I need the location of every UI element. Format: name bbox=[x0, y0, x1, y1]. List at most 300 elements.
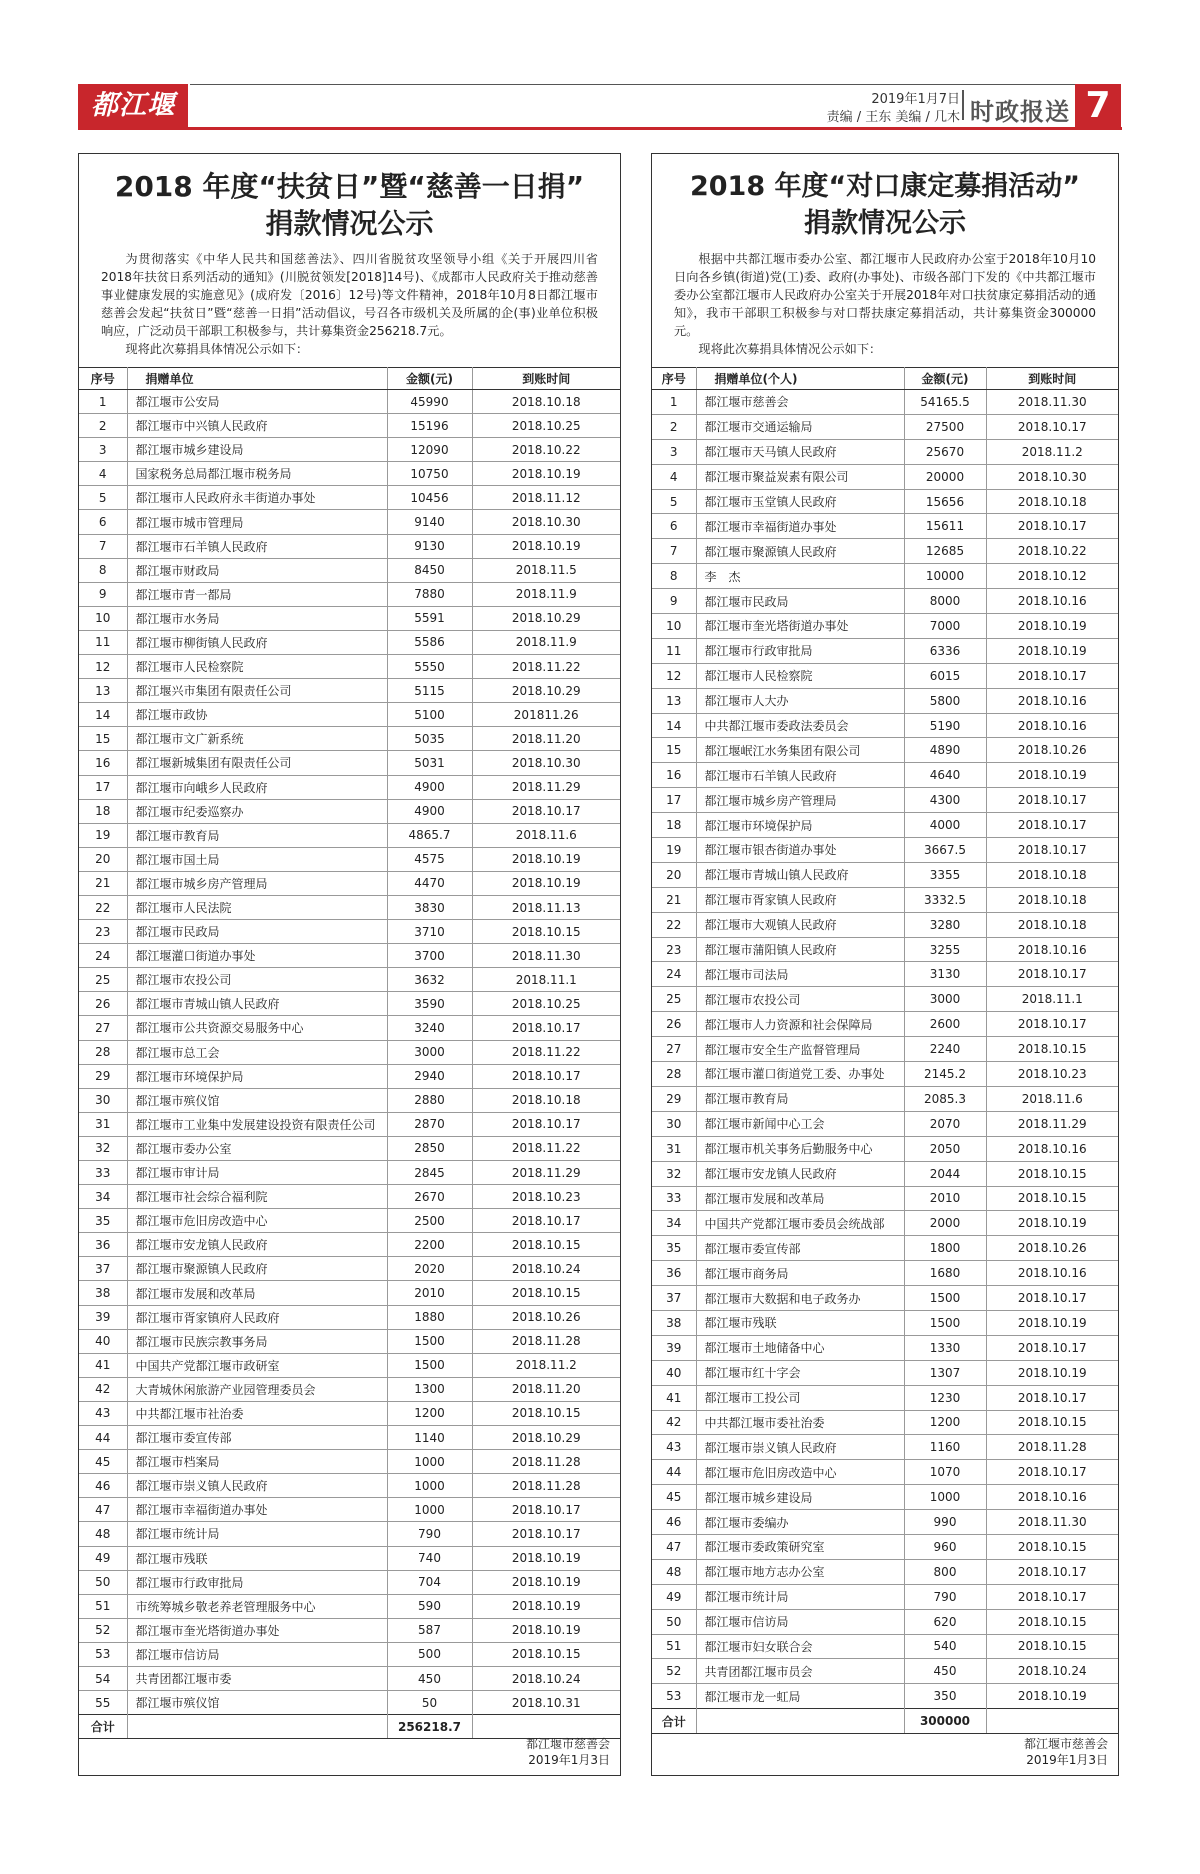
table-row bbox=[79, 847, 620, 871]
row-seq: 3 bbox=[79, 438, 127, 462]
header-date: 到账时间 bbox=[986, 368, 1118, 390]
table-row bbox=[652, 1261, 1118, 1286]
row-amount: 1000 bbox=[387, 1474, 472, 1498]
row-date: 2018.10.16 bbox=[986, 713, 1118, 738]
page-number: 7 bbox=[1075, 84, 1121, 128]
row-seq: 13 bbox=[652, 688, 696, 713]
row-amount: 5115 bbox=[387, 679, 472, 703]
row-date: 2018.10.22 bbox=[986, 539, 1118, 564]
table-row bbox=[652, 862, 1118, 887]
row-date: 2018.10.15 bbox=[472, 1642, 620, 1666]
row-seq: 9 bbox=[652, 589, 696, 614]
row-date: 2018.10.16 bbox=[986, 1485, 1118, 1510]
row-date: 2018.11.5 bbox=[472, 558, 620, 582]
row-amount: 8450 bbox=[387, 558, 472, 582]
table-row bbox=[652, 1460, 1118, 1485]
row-seq: 25 bbox=[652, 987, 696, 1012]
row-date: 2018.10.19 bbox=[986, 1310, 1118, 1335]
row-amount: 2020 bbox=[387, 1257, 472, 1281]
row-date: 2018.10.17 bbox=[986, 813, 1118, 838]
table-row bbox=[79, 751, 620, 775]
row-unit: 共青团都江堰市委 bbox=[127, 1666, 387, 1690]
table-row bbox=[652, 1286, 1118, 1311]
newspaper-logo: 都江堰报 bbox=[78, 84, 188, 128]
table-row bbox=[652, 1360, 1118, 1385]
row-unit: 都江堰市财政局 bbox=[127, 558, 387, 582]
row-date: 2018.10.26 bbox=[986, 738, 1118, 763]
row-date: 2018.10.19 bbox=[472, 847, 620, 871]
table-row bbox=[652, 1186, 1118, 1211]
row-date: 2018.10.19 bbox=[986, 614, 1118, 639]
row-unit: 都江堰市天马镇人民政府 bbox=[696, 439, 904, 464]
row-date: 2018.11.2 bbox=[472, 1353, 620, 1377]
left-table-body bbox=[79, 390, 620, 1715]
left-sign-date: 2019年1月3日 bbox=[528, 1753, 610, 1767]
total-amount: 300000 bbox=[904, 1709, 986, 1734]
row-amount: 2000 bbox=[904, 1211, 986, 1236]
row-unit: 都江堰市民族宗教事务局 bbox=[127, 1329, 387, 1353]
row-amount: 1300 bbox=[387, 1377, 472, 1401]
row-unit: 大青城休闲旅游产业园管理委员会 bbox=[127, 1377, 387, 1401]
total-label: 合计 bbox=[79, 1715, 127, 1739]
row-date: 2018.10.23 bbox=[986, 1062, 1118, 1087]
row-date: 2018.10.17 bbox=[472, 799, 620, 823]
row-date: 2018.11.1 bbox=[472, 968, 620, 992]
table-row bbox=[652, 1659, 1118, 1684]
table-row bbox=[652, 1062, 1118, 1087]
row-date: 2018.11.30 bbox=[986, 1510, 1118, 1535]
row-unit: 都江堰市聚源镇人民政府 bbox=[696, 539, 904, 564]
table-row bbox=[652, 614, 1118, 639]
table-row bbox=[79, 1281, 620, 1305]
row-amount: 8000 bbox=[904, 589, 986, 614]
row-unit: 都江堰市政协 bbox=[127, 703, 387, 727]
row-unit: 都江堰市农投公司 bbox=[127, 968, 387, 992]
row-date: 2018.11.20 bbox=[472, 1377, 620, 1401]
row-seq: 17 bbox=[79, 775, 127, 799]
row-seq: 49 bbox=[652, 1584, 696, 1609]
row-seq: 42 bbox=[652, 1410, 696, 1435]
row-unit: 都江堰市安龙镇人民政府 bbox=[127, 1233, 387, 1257]
table-row bbox=[652, 514, 1118, 539]
left-notice-panel bbox=[78, 153, 621, 1776]
right-title-line1: 2018 年度“对口康定募捐活动” bbox=[689, 171, 1081, 202]
row-amount: 1000 bbox=[904, 1485, 986, 1510]
left-signature bbox=[526, 1736, 610, 1768]
row-unit: 都江堰市玉堂镇人民政府 bbox=[696, 489, 904, 514]
row-amount: 3240 bbox=[387, 1016, 472, 1040]
table-row bbox=[79, 438, 620, 462]
table-row bbox=[652, 564, 1118, 589]
header-top-rule bbox=[190, 84, 1075, 85]
table-row bbox=[79, 1016, 620, 1040]
row-unit: 都江堰市胥家镇府人民政府 bbox=[127, 1305, 387, 1329]
row-unit: 都江堰市教育局 bbox=[127, 823, 387, 847]
table-row bbox=[79, 1594, 620, 1618]
row-amount: 7000 bbox=[904, 614, 986, 639]
row-unit: 都江堰市司法局 bbox=[696, 962, 904, 987]
row-seq: 36 bbox=[79, 1233, 127, 1257]
row-amount: 2850 bbox=[387, 1136, 472, 1160]
table-row bbox=[652, 638, 1118, 663]
row-amount: 1070 bbox=[904, 1460, 986, 1485]
row-unit: 都江堰市龙一虹局 bbox=[696, 1684, 904, 1709]
row-date: 2018.10.17 bbox=[986, 1012, 1118, 1037]
table-row bbox=[79, 414, 620, 438]
row-seq: 37 bbox=[652, 1286, 696, 1311]
row-unit: 都江堰市委编办 bbox=[696, 1510, 904, 1535]
row-unit: 都江堰市妇女联合会 bbox=[696, 1634, 904, 1659]
editors-credit: 责编 / 王东 美编 / 几木 bbox=[826, 110, 960, 125]
row-date: 2018.10.19 bbox=[986, 1211, 1118, 1236]
row-amount: 3590 bbox=[387, 992, 472, 1016]
row-date: 2018.10.15 bbox=[986, 1410, 1118, 1435]
row-date: 2018.10.19 bbox=[986, 1360, 1118, 1385]
left-signer: 都江堰市慈善会 bbox=[525, 1737, 610, 1751]
row-date: 2018.10.19 bbox=[986, 763, 1118, 788]
row-unit: 都江堰市交通运输局 bbox=[696, 414, 904, 439]
row-amount: 54165.5 bbox=[904, 390, 986, 415]
row-date: 2018.10.29 bbox=[472, 1426, 620, 1450]
row-date: 2018.10.16 bbox=[986, 688, 1118, 713]
header-unit: 捐赠单位 bbox=[127, 368, 387, 390]
row-unit: 都江堰市城市管理局 bbox=[127, 510, 387, 534]
row-unit: 都江堰市信访局 bbox=[127, 1642, 387, 1666]
row-seq: 4 bbox=[652, 464, 696, 489]
row-unit: 都江堰市公共资源交易服务中心 bbox=[127, 1016, 387, 1040]
row-amount: 1800 bbox=[904, 1236, 986, 1261]
row-date: 2018.10.17 bbox=[472, 1064, 620, 1088]
table-row bbox=[79, 390, 620, 414]
row-amount: 6015 bbox=[904, 663, 986, 688]
row-seq: 52 bbox=[79, 1618, 127, 1642]
row-amount: 27500 bbox=[904, 414, 986, 439]
row-seq: 16 bbox=[79, 751, 127, 775]
row-date: 2018.10.18 bbox=[986, 489, 1118, 514]
row-seq: 14 bbox=[652, 713, 696, 738]
row-amount: 3700 bbox=[387, 944, 472, 968]
total-date-blank bbox=[986, 1709, 1118, 1734]
table-row bbox=[79, 1666, 620, 1690]
row-date: 2018.10.17 bbox=[986, 1335, 1118, 1360]
table-row bbox=[79, 534, 620, 558]
row-unit: 都江堰市幸福街道办事处 bbox=[696, 514, 904, 539]
row-seq: 12 bbox=[652, 663, 696, 688]
table-row bbox=[79, 1546, 620, 1570]
row-date: 2018.10.24 bbox=[986, 1659, 1118, 1684]
row-unit: 都江堰市石羊镇人民政府 bbox=[696, 763, 904, 788]
table-row bbox=[652, 1510, 1118, 1535]
row-date: 2018.10.17 bbox=[472, 1209, 620, 1233]
row-seq: 27 bbox=[79, 1016, 127, 1040]
row-amount: 15196 bbox=[387, 414, 472, 438]
table-row bbox=[79, 920, 620, 944]
row-date: 2018.10.26 bbox=[986, 1236, 1118, 1261]
row-date: 2018.10.16 bbox=[986, 1136, 1118, 1161]
row-seq: 51 bbox=[79, 1594, 127, 1618]
table-row bbox=[652, 838, 1118, 863]
table-row bbox=[79, 871, 620, 895]
row-date: 2018.11.9 bbox=[472, 582, 620, 606]
row-seq: 52 bbox=[652, 1659, 696, 1684]
row-date: 2018.11.29 bbox=[472, 1161, 620, 1185]
table-row bbox=[652, 738, 1118, 763]
row-unit: 都江堰市聚源镇人民政府 bbox=[127, 1257, 387, 1281]
total-label: 合计 bbox=[652, 1709, 696, 1734]
row-unit: 中共都江堰市委社治委 bbox=[696, 1410, 904, 1435]
right-title bbox=[652, 168, 1118, 242]
row-unit: 都江堰市青城山镇人民政府 bbox=[127, 992, 387, 1016]
row-unit: 都江堰市人民检察院 bbox=[127, 655, 387, 679]
header-amount: 金额(元) bbox=[387, 368, 472, 390]
row-amount: 1200 bbox=[904, 1410, 986, 1435]
row-date: 2018.10.29 bbox=[472, 606, 620, 630]
table-row bbox=[652, 464, 1118, 489]
row-date: 2018.10.23 bbox=[472, 1185, 620, 1209]
row-seq: 45 bbox=[79, 1450, 127, 1474]
row-unit: 都江堰市银杏街道办事处 bbox=[696, 838, 904, 863]
row-date: 2018.11.28 bbox=[472, 1450, 620, 1474]
row-unit: 都江堰市幸福街道办事处 bbox=[127, 1498, 387, 1522]
left-intro-lead: 现将此次募捐具体情况公示如下： bbox=[125, 342, 309, 356]
table-row bbox=[652, 987, 1118, 1012]
header-seq: 序号 bbox=[652, 368, 696, 390]
row-seq: 39 bbox=[652, 1335, 696, 1360]
row-date: 2018.10.19 bbox=[472, 1618, 620, 1642]
table-row bbox=[79, 1257, 620, 1281]
row-amount: 4470 bbox=[387, 871, 472, 895]
row-seq: 46 bbox=[652, 1510, 696, 1535]
row-seq: 14 bbox=[79, 703, 127, 727]
row-date: 2018.10.22 bbox=[472, 438, 620, 462]
row-seq: 1 bbox=[652, 390, 696, 415]
table-row bbox=[79, 823, 620, 847]
table-row bbox=[79, 1064, 620, 1088]
row-unit: 都江堰市统计局 bbox=[696, 1584, 904, 1609]
row-amount: 3632 bbox=[387, 968, 472, 992]
row-date: 2018.10.17 bbox=[472, 1498, 620, 1522]
table-row bbox=[652, 1335, 1118, 1360]
row-seq: 53 bbox=[652, 1684, 696, 1709]
row-date: 2018.10.15 bbox=[986, 1534, 1118, 1559]
row-seq: 15 bbox=[652, 738, 696, 763]
header-date: 到账时间 bbox=[472, 368, 620, 390]
row-date: 2018.11.6 bbox=[472, 823, 620, 847]
row-amount: 1000 bbox=[387, 1498, 472, 1522]
left-title-line2: 捐款情况公示 bbox=[265, 207, 434, 240]
row-seq: 23 bbox=[652, 937, 696, 962]
row-unit: 国家税务总局都江堰市税务局 bbox=[127, 462, 387, 486]
row-date: 2018.10.18 bbox=[986, 912, 1118, 937]
table-row bbox=[79, 1450, 620, 1474]
row-unit: 都江堰市民政局 bbox=[127, 920, 387, 944]
row-date: 2018.10.19 bbox=[472, 462, 620, 486]
row-amount: 5586 bbox=[387, 630, 472, 654]
row-unit: 都江堰市民政局 bbox=[696, 589, 904, 614]
row-amount: 5100 bbox=[387, 703, 472, 727]
right-signature bbox=[1024, 1736, 1108, 1768]
row-seq: 32 bbox=[79, 1136, 127, 1160]
row-unit: 都江堰市城乡建设局 bbox=[696, 1485, 904, 1510]
row-seq: 33 bbox=[79, 1161, 127, 1185]
table-row bbox=[652, 1435, 1118, 1460]
row-seq: 5 bbox=[652, 489, 696, 514]
row-seq: 38 bbox=[79, 1281, 127, 1305]
row-amount: 4900 bbox=[387, 799, 472, 823]
row-date: 2018.10.15 bbox=[472, 920, 620, 944]
row-amount: 25670 bbox=[904, 439, 986, 464]
row-amount: 1880 bbox=[387, 1305, 472, 1329]
row-seq: 40 bbox=[652, 1360, 696, 1385]
row-date: 2018.10.19 bbox=[472, 1546, 620, 1570]
table-row bbox=[79, 1377, 620, 1401]
row-unit: 都江堰岷江水务集团有限公司 bbox=[696, 738, 904, 763]
row-seq: 42 bbox=[79, 1377, 127, 1401]
row-amount: 704 bbox=[387, 1570, 472, 1594]
table-row bbox=[79, 1136, 620, 1160]
row-seq: 47 bbox=[79, 1498, 127, 1522]
row-date: 2018.11.22 bbox=[472, 1136, 620, 1160]
row-date: 2018.10.16 bbox=[986, 589, 1118, 614]
row-amount: 2010 bbox=[904, 1186, 986, 1211]
table-row bbox=[652, 1310, 1118, 1335]
row-unit: 都江堰市教育局 bbox=[696, 1086, 904, 1111]
row-amount: 540 bbox=[904, 1634, 986, 1659]
row-date: 2018.10.15 bbox=[986, 1037, 1118, 1062]
row-unit: 都江堰市残联 bbox=[127, 1546, 387, 1570]
table-row bbox=[652, 1385, 1118, 1410]
left-title-line1: 2018 年度“扶贫日”暨“慈善一日捐” bbox=[114, 170, 585, 203]
table-row bbox=[652, 1012, 1118, 1037]
row-unit: 都江堰市蒲阳镇人民政府 bbox=[696, 937, 904, 962]
left-intro: 为贯彻落实《中华人民共和国慈善法》、四川省脱贫攻坚领导小组《关于开展四川省2018年扶贫日系列活动的通知》(川脱贫领发[2018]14号)、《成都市人民政府关于推动慈善事业健康发展的实施意见》(成府发〔2016〕12号)等文件精神，2018年10月8日都江堰市慈善会发起“扶贫日”暨“慈善一日捐”活动倡议，号召各市级机关及所属的企(事)业单位积极响应，广泛动员干部职工积极参与，共计募集资金256218.7元。 bbox=[101, 252, 598, 338]
row-amount: 15656 bbox=[904, 489, 986, 514]
row-seq: 15 bbox=[79, 727, 127, 751]
row-amount: 4000 bbox=[904, 813, 986, 838]
row-unit: 都江堰市聚益炭素有限公司 bbox=[696, 464, 904, 489]
row-seq: 16 bbox=[652, 763, 696, 788]
table-row bbox=[79, 1040, 620, 1064]
row-unit: 都江堰市环境保护局 bbox=[127, 1064, 387, 1088]
row-amount: 450 bbox=[904, 1659, 986, 1684]
row-date: 2018.10.19 bbox=[472, 871, 620, 895]
row-seq: 19 bbox=[652, 838, 696, 863]
row-amount: 1680 bbox=[904, 1261, 986, 1286]
row-amount: 3000 bbox=[387, 1040, 472, 1064]
row-unit: 都江堰市安全生产监督管理局 bbox=[696, 1037, 904, 1062]
row-unit: 都江堰市胥家镇人民政府 bbox=[696, 887, 904, 912]
row-amount: 3332.5 bbox=[904, 887, 986, 912]
row-date: 2018.10.17 bbox=[472, 1522, 620, 1546]
row-seq: 35 bbox=[652, 1236, 696, 1261]
row-date: 2018.10.19 bbox=[986, 638, 1118, 663]
row-seq: 36 bbox=[652, 1261, 696, 1286]
row-unit: 都江堰市发展和改革局 bbox=[127, 1281, 387, 1305]
row-date: 2018.11.2 bbox=[986, 439, 1118, 464]
row-unit: 都江堰市人民法院 bbox=[127, 895, 387, 919]
row-seq: 22 bbox=[79, 895, 127, 919]
row-seq: 6 bbox=[79, 510, 127, 534]
row-date: 2018.10.19 bbox=[986, 1684, 1118, 1709]
row-unit: 都江堰市人大办 bbox=[696, 688, 904, 713]
row-date: 2018.10.29 bbox=[472, 679, 620, 703]
row-unit: 都江堰灌口街道办事处 bbox=[127, 944, 387, 968]
row-amount: 960 bbox=[904, 1534, 986, 1559]
row-seq: 7 bbox=[79, 534, 127, 558]
row-amount: 2200 bbox=[387, 1233, 472, 1257]
row-unit: 都江堰市商务局 bbox=[696, 1261, 904, 1286]
row-amount: 450 bbox=[387, 1666, 472, 1690]
row-amount: 1500 bbox=[387, 1329, 472, 1353]
right-intro-lead: 现将此次募捐具体情况公示如下： bbox=[698, 342, 882, 356]
row-amount: 3130 bbox=[904, 962, 986, 987]
row-unit: 都江堰市委政策研究室 bbox=[696, 1534, 904, 1559]
right-table-body bbox=[652, 390, 1118, 1709]
row-amount: 500 bbox=[387, 1642, 472, 1666]
row-seq: 43 bbox=[652, 1435, 696, 1460]
row-date: 2018.10.17 bbox=[986, 1286, 1118, 1311]
table-row bbox=[652, 813, 1118, 838]
row-amount: 2240 bbox=[904, 1037, 986, 1062]
right-donation-table bbox=[652, 367, 1118, 1734]
row-seq: 4 bbox=[79, 462, 127, 486]
row-unit: 都江堰市委办公室 bbox=[127, 1136, 387, 1160]
row-date: 2018.11.29 bbox=[472, 775, 620, 799]
table-row bbox=[79, 1112, 620, 1136]
table-row bbox=[79, 1474, 620, 1498]
row-amount: 2050 bbox=[904, 1136, 986, 1161]
left-title bbox=[79, 168, 620, 242]
row-seq: 27 bbox=[652, 1037, 696, 1062]
row-unit: 都江堰市残联 bbox=[696, 1310, 904, 1335]
row-amount: 3710 bbox=[387, 920, 472, 944]
table-row bbox=[79, 1498, 620, 1522]
row-seq: 1 bbox=[79, 390, 127, 414]
row-seq: 20 bbox=[652, 862, 696, 887]
table-row bbox=[652, 1086, 1118, 1111]
row-amount: 7880 bbox=[387, 582, 472, 606]
row-date: 2018.10.15 bbox=[986, 1634, 1118, 1659]
row-amount: 620 bbox=[904, 1609, 986, 1634]
row-seq: 39 bbox=[79, 1305, 127, 1329]
row-amount: 4575 bbox=[387, 847, 472, 871]
row-amount: 1500 bbox=[904, 1310, 986, 1335]
row-seq: 25 bbox=[79, 968, 127, 992]
row-unit: 都江堰市审计局 bbox=[127, 1161, 387, 1185]
table-row bbox=[79, 1426, 620, 1450]
table-row bbox=[79, 462, 620, 486]
row-amount: 1500 bbox=[387, 1353, 472, 1377]
row-seq: 34 bbox=[79, 1185, 127, 1209]
row-unit: 都江堰市殡仪馆 bbox=[127, 1088, 387, 1112]
row-amount: 10000 bbox=[904, 564, 986, 589]
row-date: 2018.10.30 bbox=[472, 510, 620, 534]
row-unit: 都江堰市委宣传部 bbox=[127, 1426, 387, 1450]
row-seq: 20 bbox=[79, 847, 127, 871]
row-date: 2018.10.19 bbox=[472, 1570, 620, 1594]
row-amount: 6336 bbox=[904, 638, 986, 663]
row-date: 2018.10.15 bbox=[472, 1281, 620, 1305]
row-seq: 44 bbox=[79, 1426, 127, 1450]
row-unit: 都江堰市慈善会 bbox=[696, 390, 904, 415]
row-unit: 都江堰市向峨乡人民政府 bbox=[127, 775, 387, 799]
row-seq: 28 bbox=[652, 1062, 696, 1087]
row-amount: 2500 bbox=[387, 1209, 472, 1233]
row-amount: 5800 bbox=[904, 688, 986, 713]
row-date: 2018.11.13 bbox=[472, 895, 620, 919]
masthead bbox=[0, 0, 1200, 165]
table-row bbox=[79, 895, 620, 919]
